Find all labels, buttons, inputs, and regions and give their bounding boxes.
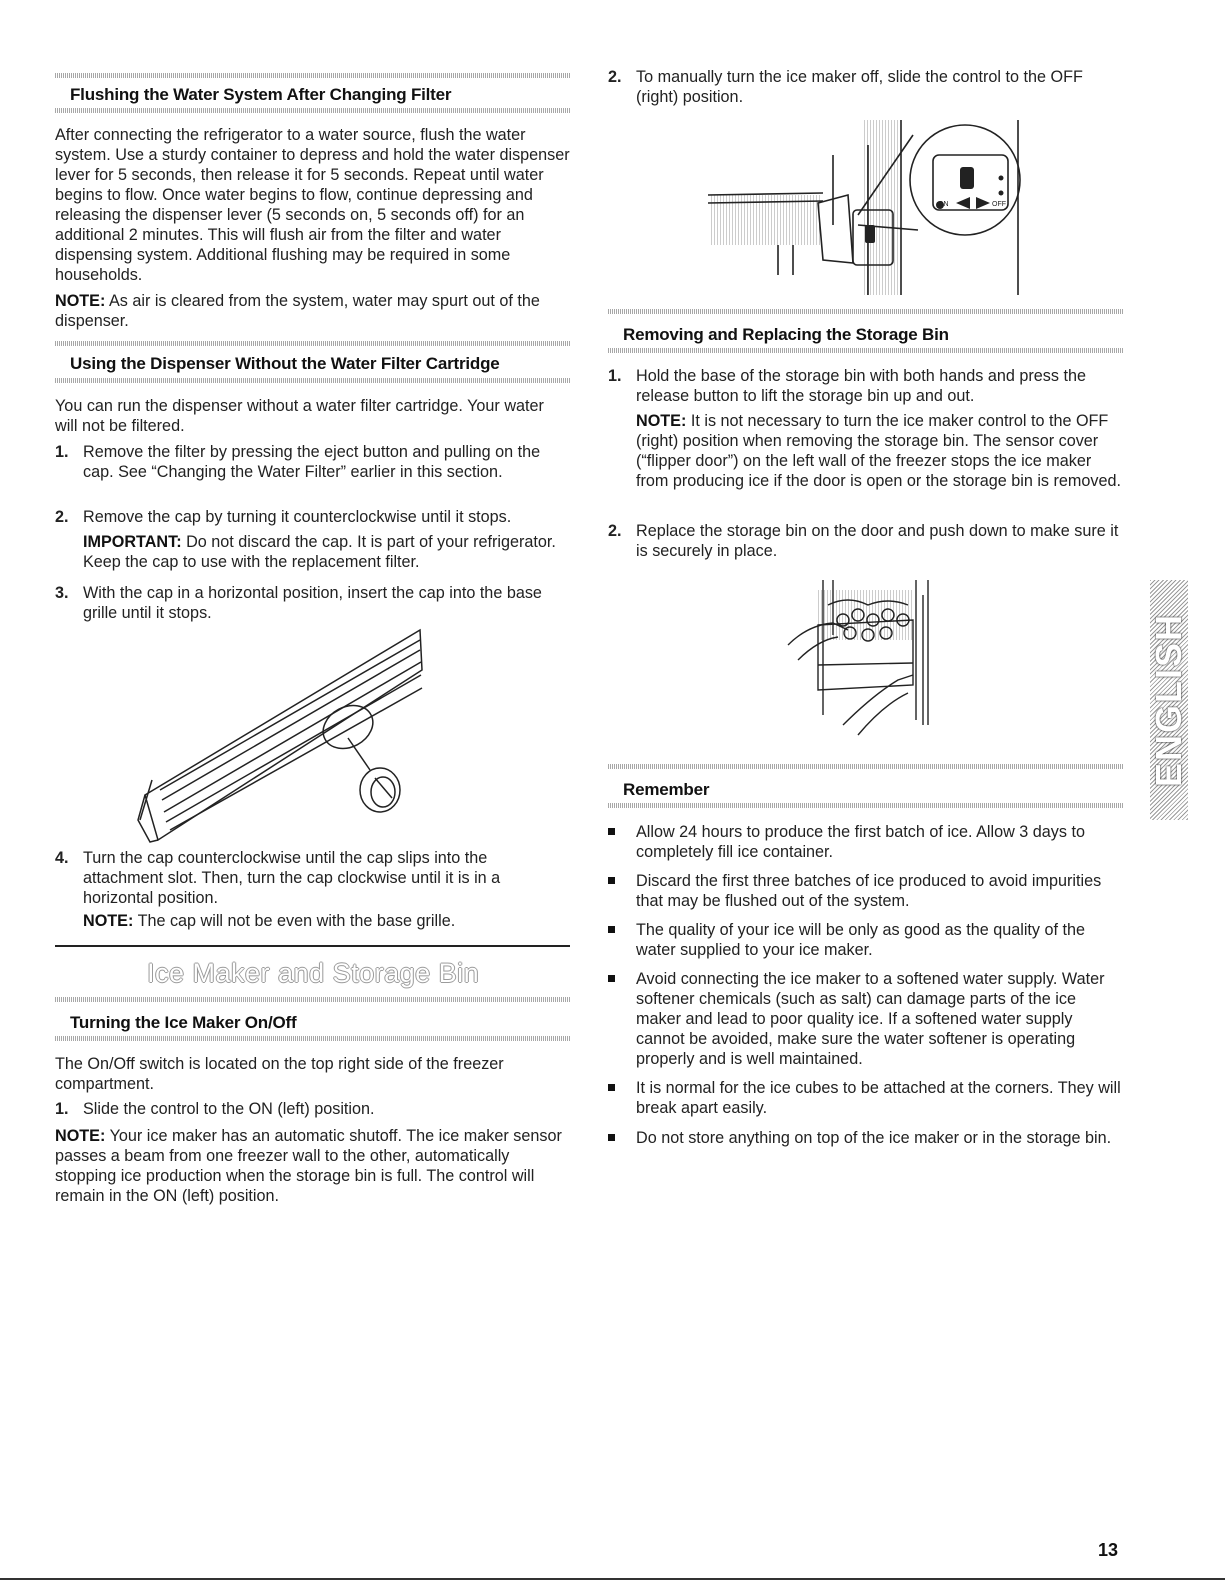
list-item <box>55 583 570 623</box>
divider <box>55 341 570 346</box>
divider <box>608 348 1123 353</box>
bullet-icon <box>608 1134 615 1141</box>
step-text: Replace the storage bin on the door and push down to make sure it is securely in place. <box>636 522 1119 560</box>
list-item <box>608 969 1123 1069</box>
heading-flushing: Flushing the Water System After Changing Filter <box>70 85 452 104</box>
step-text: To manually turn the ice maker off, slide the control to the OFF (right) position. <box>636 68 1083 106</box>
list-item <box>55 507 570 527</box>
onoff-intro: The On/Off switch is located on the top right side of the freezer compartment. <box>55 1055 504 1093</box>
step-text: Remove the cap by turning it counterclockwise until it stops. <box>83 508 512 526</box>
note-text: As air is cleared from the system, water may spurt out of the dispenser. <box>55 292 540 330</box>
bullet-text: The quality of your ice will be only as good as the quality of the water supplied to your ice maker. <box>636 921 1086 959</box>
note-text: It is not necessary to turn the ice maker control to the OFF (right) position when removing the storage bin. The sensor cover (“flipper door”) on the left wall of the freezer stops the ice maker from producing ice if the door is open or the storage bin is removed. <box>636 412 1121 490</box>
list-item <box>55 848 570 908</box>
step-number: 1. <box>55 1100 69 1118</box>
important-text: Do not discard the cap. It is part of your refrigerator. Keep the cap to use with the replacement filter. <box>83 533 556 571</box>
step-number: 1. <box>608 367 622 385</box>
step-number: 4. <box>55 849 69 867</box>
switch-on-label: ON <box>938 201 949 208</box>
heading-onoff: Turning the Ice Maker On/Off <box>70 1013 297 1032</box>
step-text: Slide the control to the ON (left) position. <box>83 1100 375 1118</box>
list-item <box>608 521 1123 561</box>
step-text: Hold the base of the storage bin with both hands and press the release button to lift the storage bin up and out. <box>636 367 1086 405</box>
note-label: NOTE: <box>55 1127 106 1145</box>
bullet-icon <box>608 877 615 884</box>
list-item <box>608 871 1123 911</box>
bullet-text: Avoid connecting the ice maker to a softened water supply. Water softener chemicals (such as salt) can damage parts of the ice maker and lead to poor quality ice. If a softened water supply cannot be avoided, make sure the water softener is operating properly and is well maintained. <box>636 970 1105 1068</box>
bullet-icon <box>608 828 615 835</box>
step-number: 2. <box>608 68 622 86</box>
storage-bin-illustration <box>788 575 948 735</box>
divider <box>608 803 1123 808</box>
divider <box>55 73 570 78</box>
list-item <box>55 1099 570 1119</box>
bullet-text: Discard the first three batches of ice produced to avoid impurities that may be flushed out of the system. <box>636 872 1102 910</box>
flushing-note <box>55 291 570 331</box>
ice-maker-switch-illustration <box>708 115 1038 300</box>
list-item <box>608 366 1123 406</box>
heading-dispenser: Using the Dispenser Without the Water Filter Cartridge <box>70 354 500 373</box>
bullet-text: Allow 24 hours to produce the first batch of ice. Allow 3 days to completely fill ice container. <box>636 823 1085 861</box>
divider <box>55 997 570 1002</box>
cap-note <box>83 911 570 931</box>
note-label: NOTE: <box>83 912 134 930</box>
switch-off-label: OFF <box>992 201 1006 208</box>
base-grille-illustration <box>130 620 490 845</box>
list-item <box>608 67 1123 107</box>
note-text: The cap will not be even with the base grille. <box>133 912 456 930</box>
section-title: Ice Maker and Storage Bin <box>147 958 480 988</box>
list-item <box>608 1128 1123 1148</box>
step-number: 2. <box>608 522 622 540</box>
onoff-note <box>55 1126 570 1206</box>
step-number: 2. <box>55 508 69 526</box>
heading-storage-bin: Removing and Replacing the Storage Bin <box>623 325 949 344</box>
step-text: Remove the filter by pressing the eject button and pulling on the cap. See “Changing the Water Filter” earlier in this section. <box>83 443 541 481</box>
divider <box>608 764 1123 769</box>
divider <box>608 309 1123 314</box>
list-item <box>55 442 570 482</box>
note-label: NOTE: <box>55 292 106 310</box>
bullet-icon <box>608 926 615 933</box>
divider <box>55 108 570 113</box>
list-item <box>608 822 1123 862</box>
dispenser-intro: You can run the dispenser without a water filter cartridge. Your water will not be filtered. <box>55 397 544 435</box>
section-rule <box>55 945 570 947</box>
note-label: NOTE: <box>636 412 687 430</box>
bottom-rule <box>0 1578 1225 1580</box>
bullet-text: It is normal for the ice cubes to be attached at the corners. They will break apart easily. <box>636 1079 1121 1117</box>
flushing-body: After connecting the refrigerator to a water source, flush the water system. Use a sturdy container to depress and hold the water dispenser lever for 5 seconds, then release it for 5 seconds. Repeat until water begins to flow. Once water begins to flow, continue depressing and releasing the dispenser lever (5 seconds on, 5 seconds off) for an additional 2 minutes. This will flush air from the filter and water dispensing system. Additional flushing may be required in some households. <box>55 126 570 284</box>
step-text: Turn the cap counterclockwise until the cap slips into the attachment slot. Then, turn the cap clockwise until it is in a horizontal position. <box>83 849 501 907</box>
bin-note <box>636 411 1126 491</box>
step-number: 3. <box>55 584 69 602</box>
step-text: With the cap in a horizontal position, insert the cap into the base grille until it stops. <box>83 584 542 622</box>
list-item <box>608 1078 1123 1118</box>
heading-remember: Remember <box>623 780 710 799</box>
bullet-icon <box>608 1084 615 1091</box>
divider <box>55 378 570 383</box>
important-label: IMPORTANT: <box>83 533 182 551</box>
bullet-text: Do not store anything on top of the ice maker or in the storage bin. <box>636 1129 1112 1147</box>
list-item <box>608 920 1123 960</box>
page-number: 13 <box>1098 1540 1119 1560</box>
language-label: ENGLISH <box>1148 612 1189 787</box>
note-text: Your ice maker has an automatic shutoff. The ice maker sensor passes a beam from one freezer wall to the other, automatically stopping ice production when the storage bin is full. The control will remain in the ON (left) position. <box>55 1127 562 1205</box>
divider <box>55 1036 570 1041</box>
language-side-tab <box>1150 580 1188 820</box>
bullet-icon <box>608 975 615 982</box>
important-note <box>83 532 570 572</box>
step-number: 1. <box>55 443 69 461</box>
